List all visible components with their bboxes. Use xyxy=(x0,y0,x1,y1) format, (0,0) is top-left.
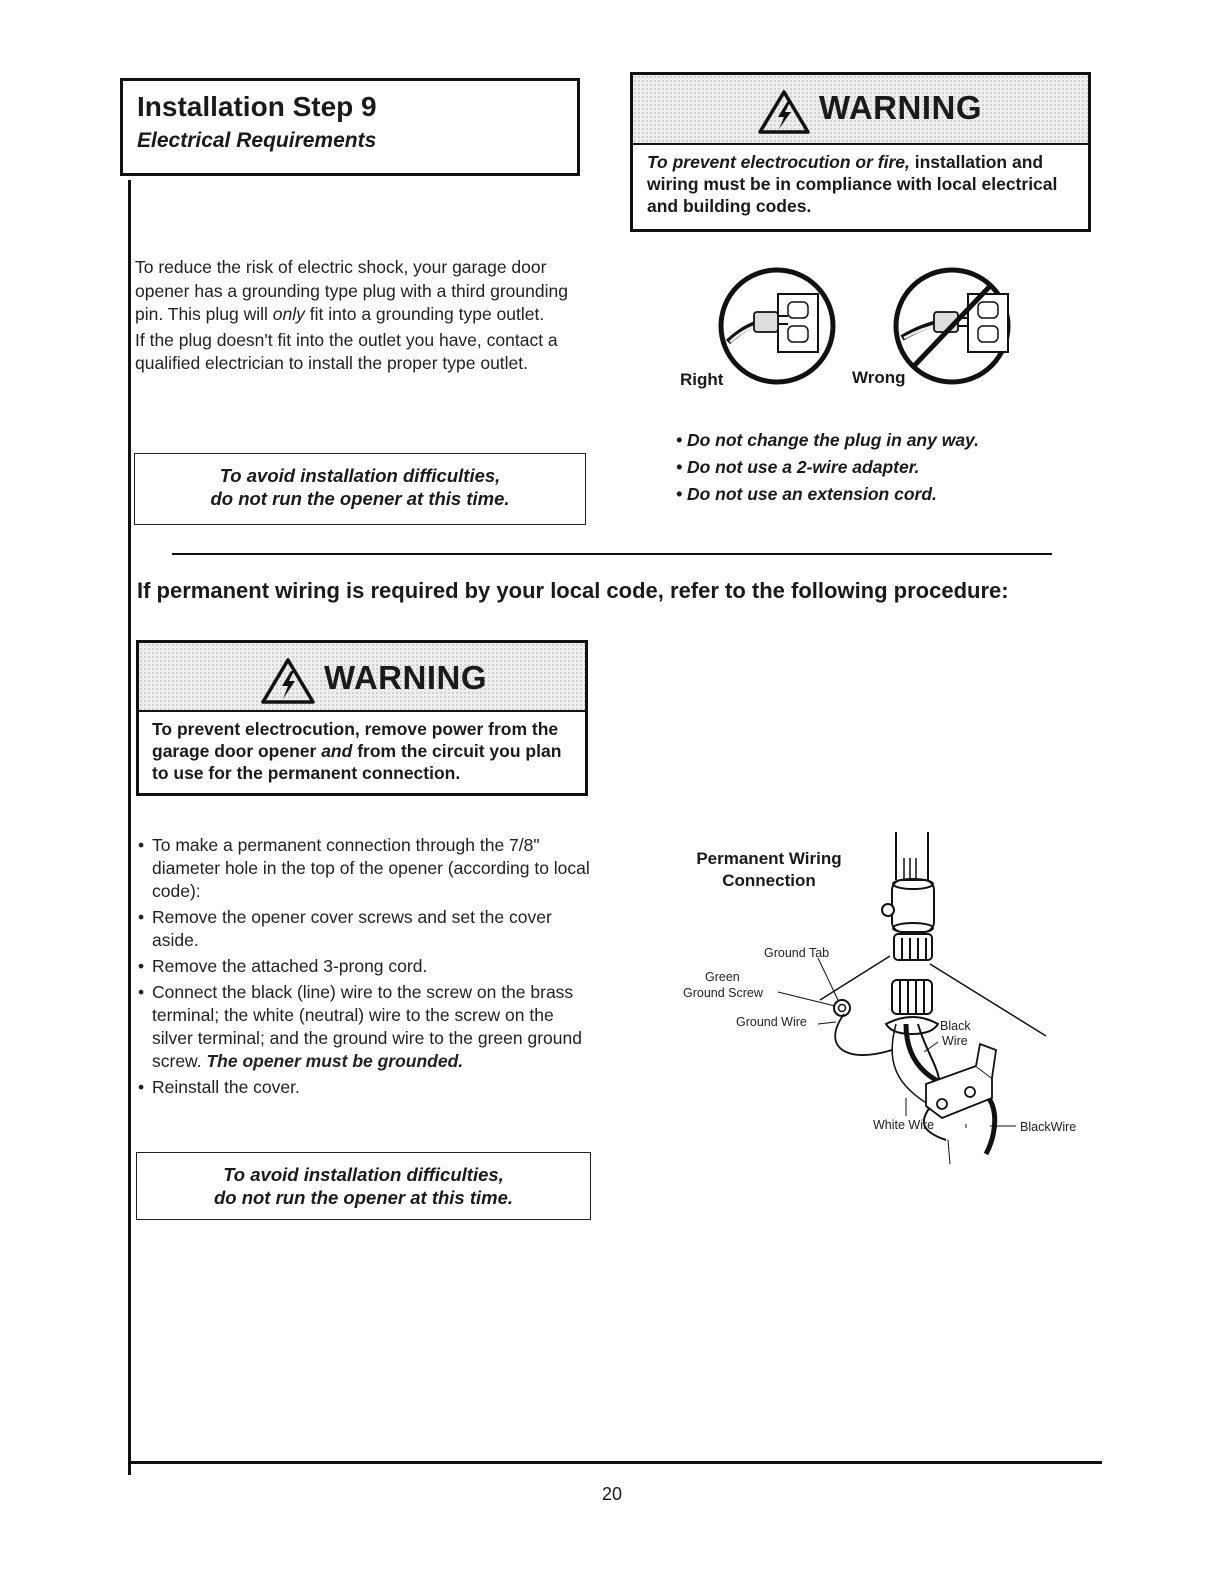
step-item: • Remove the attached 3-prong cord. xyxy=(138,955,598,978)
warning-text-codes xyxy=(647,151,1083,217)
intro-paragraph-electrician: If the plug doesn't fit into the outlet you have, contact a qualified electrician to install the proper type outlet. xyxy=(135,329,558,373)
intro-p1-part-b: fit into a grounding type outlet. xyxy=(304,304,545,324)
label-ground-wire: Ground Wire xyxy=(736,1015,807,1029)
plug-label-right: Right xyxy=(680,370,724,389)
step-item-connect xyxy=(138,981,598,1073)
page-subtitle: Electrical Requirements xyxy=(137,129,377,152)
plug-rule-item: • Do not change the plug in any way. xyxy=(676,430,980,450)
warning-title: WARNING xyxy=(324,659,487,696)
label-green-ground-screw xyxy=(683,969,763,1001)
warning-lead: To prevent electrocution or fire, xyxy=(647,152,910,172)
green-ground-screw xyxy=(834,1000,850,1016)
step-item: • Reinstall the cover. xyxy=(138,1076,598,1099)
step-item: • Remove the opener cover screws and set the cover aside. xyxy=(138,906,598,952)
warning-body: installation and wiring must be in compliance with local electrical and building codes. xyxy=(647,152,1058,216)
warning-box-power xyxy=(136,640,588,796)
step-connect-text: Connect the black (line) wire to the screw on the brass terminal; the white (neutral) wire to the screw on the silver terminal; and the ground wire to the green ground screw. xyxy=(152,982,582,1071)
note-line-2: do not run the opener at this time. xyxy=(210,488,510,509)
intro-p1-part-a: To reduce the risk of electric shock, your garage door opener has a grounding type plug with a third grounding pin. This plug will xyxy=(135,257,568,324)
plug-rule-item: • Do not use a 2-wire adapter. xyxy=(676,457,920,477)
label-green: Green xyxy=(705,970,740,984)
warning-text-power xyxy=(152,718,580,784)
label-ground-screw: Ground Screw xyxy=(683,986,763,1000)
note-box-dont-run-2 xyxy=(136,1152,591,1220)
intro-text xyxy=(135,256,585,376)
warning-header xyxy=(633,75,1088,145)
intro-paragraph-grounding xyxy=(135,256,585,327)
warning-body-part-a: To prevent electrocution, remove power from the garage door opener xyxy=(152,719,559,761)
step-item: • To make a permanent connection through the 7/8" diameter hole in the top of the opener (according to local code): xyxy=(138,834,598,903)
label-white-wire: White Wire xyxy=(873,1118,935,1132)
procedure-heading: If permanent wiring is required by your local code, refer to the following procedure: xyxy=(137,578,1009,603)
plug-rule-item: • Do not use an extension cord. xyxy=(676,484,937,504)
note-line-1: To avoid installation difficulties, xyxy=(223,1164,504,1185)
plug-label-wrong: Wrong xyxy=(852,368,906,387)
page-frame-bottom xyxy=(128,1461,1102,1464)
wrong-plug-illustration xyxy=(896,270,1008,382)
note-line-1: To avoid installation difficulties, xyxy=(219,465,501,486)
warning-body-part-b: from the circuit you plan to use for the permanent connection. xyxy=(152,741,562,783)
label-wire: Wire xyxy=(942,1034,968,1048)
note-line-2: do not run the opener at this time. xyxy=(213,1187,514,1208)
terminal-block xyxy=(926,1044,996,1118)
wiring-title-line-1: Permanent Wiring xyxy=(696,849,842,868)
step-title-box xyxy=(120,78,580,176)
right-plug-illustration xyxy=(721,270,833,382)
warning-box-codes xyxy=(630,72,1091,232)
electrical-hazard-icon xyxy=(757,89,811,135)
intro-p1-emphasis: only xyxy=(272,304,305,324)
label-ground-tab: Ground Tab xyxy=(764,946,830,960)
label-black-wire-bottom: BlackWire xyxy=(1020,1120,1077,1134)
warning-title: WARNING xyxy=(819,89,982,126)
plug-rules-list xyxy=(676,427,979,508)
section-divider xyxy=(172,553,1052,555)
warning-body-emphasis: and xyxy=(321,741,353,761)
ground-wire-path xyxy=(835,1014,892,1055)
page-frame-left xyxy=(128,180,131,1475)
wiring-title-line-2: Connection xyxy=(722,871,816,890)
page-title: Installation Step 9 xyxy=(137,91,377,122)
conduit xyxy=(882,832,934,960)
bushing xyxy=(886,980,938,1034)
step-connect-emphasis: The opener must be grounded. xyxy=(206,1051,464,1071)
wiring-steps-list xyxy=(138,834,598,1102)
page-number: 20 xyxy=(601,1484,623,1504)
label-black-wire-top xyxy=(940,1019,971,1049)
note-box-dont-run xyxy=(134,453,586,525)
warning-header xyxy=(139,643,585,712)
electrical-hazard-icon xyxy=(260,657,316,705)
label-black: Black xyxy=(940,1019,971,1033)
